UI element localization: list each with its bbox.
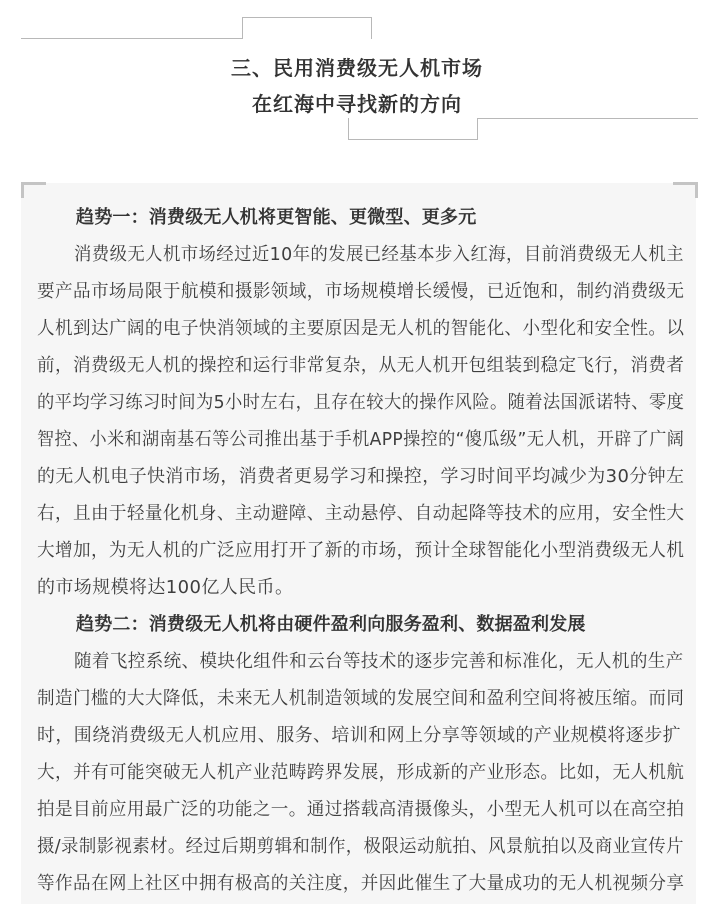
- trend2-paragraph-line: 时，围绕消费级无人机应用、服务、培训和网上分享等领域的产业规模将逐步扩: [37, 725, 681, 746]
- trend2-paragraph-line: 随着飞控系统、模块化组件和云台等技术的逐步完善和标准化，无人机的生产: [74, 651, 684, 672]
- trend1-paragraph-line: 右，且由于轻量化机身、主动避障、主动悬停、自动起降等技术的应用，安全性大: [37, 503, 685, 524]
- trend2-paragraph-line: 制造门槛的大大降低，未来无人机制造领域的发展空间和盈利空间将被压缩。而同: [37, 688, 685, 709]
- title-bottom-step: [348, 118, 478, 140]
- trend1-heading: 趋势一：消费级无人机将更智能、更微型、更多元: [76, 207, 477, 228]
- trend1-paragraph-line: 要产品市场局限于航模和摄影领域，市场规模增长缓慢，已近饱和，制约消费级无: [37, 281, 685, 302]
- corner-bracket-top-left-v: [21, 182, 24, 198]
- trend2-paragraph-line: 大，并有可能突破无人机产业范畴跨界发展，形成新的产业形态。比如，无人机航: [37, 762, 685, 783]
- corner-bracket-top-right-v: [695, 182, 698, 198]
- trend1-paragraph-line: 消费级无人机市场经过近10年的发展已经基本步入红海，目前消费级无人机主: [74, 244, 684, 265]
- trend1-paragraph-line: 大增加，为无人机的广泛应用打开了新的市场，预计全球智能化小型消费级无人机: [37, 540, 685, 561]
- trend1-paragraph-line: 的平均学习练习时间为5小时左右，且存在较大的操作风险。随着法国派诺特、零度: [37, 392, 685, 413]
- trend2-paragraph-line: 等作品在网上社区中拥有极高的关注度，并因此催生了大量成功的无人机视频分享: [37, 873, 685, 894]
- title-top-step: [242, 17, 372, 39]
- trend1-paragraph-line: 的无人机电子快消市场，消费者更易学习和操控，学习时间平均减少为30分钟左: [37, 466, 685, 487]
- corner-bracket-top-left-h: [21, 182, 46, 185]
- section-title-line2: 在红海中寻找新的方向: [252, 92, 462, 116]
- title-bottom-divider: [477, 118, 698, 119]
- trend2-paragraph-line: 拍是目前应用最广泛的功能之一。通过搭载高清摄像头，小型无人机可以在高空拍: [37, 799, 685, 820]
- trend1-paragraph-line: 前，消费级无人机的操控和运行非常复杂，从无人机开包组装到稳定飞行，消费者: [37, 355, 685, 376]
- trend1-paragraph-line: 人机到达广阔的电子快消领域的主要原因是无人机的智能化、小型化和安全性。以: [37, 318, 685, 339]
- trend2-heading: 趋势二：消费级无人机将由硬件盈利向服务盈利、数据盈利发展: [76, 614, 586, 635]
- trend2-paragraph-line: 摄/录制影视素材。经过后期剪辑和制作，极限运动航拍、风景航拍以及商业宣传片: [37, 836, 684, 857]
- title-top-divider: [21, 38, 242, 39]
- section-title-line1: 三、民用消费级无人机市场: [231, 56, 483, 80]
- trend1-paragraph-line: 智控、小米和湖南基石等公司推出基于手机APP操控的“傻瓜级”无人机，开辟了广阔: [37, 429, 685, 450]
- trend1-paragraph-line: 的市场规模将达100亿人民币。: [37, 577, 294, 598]
